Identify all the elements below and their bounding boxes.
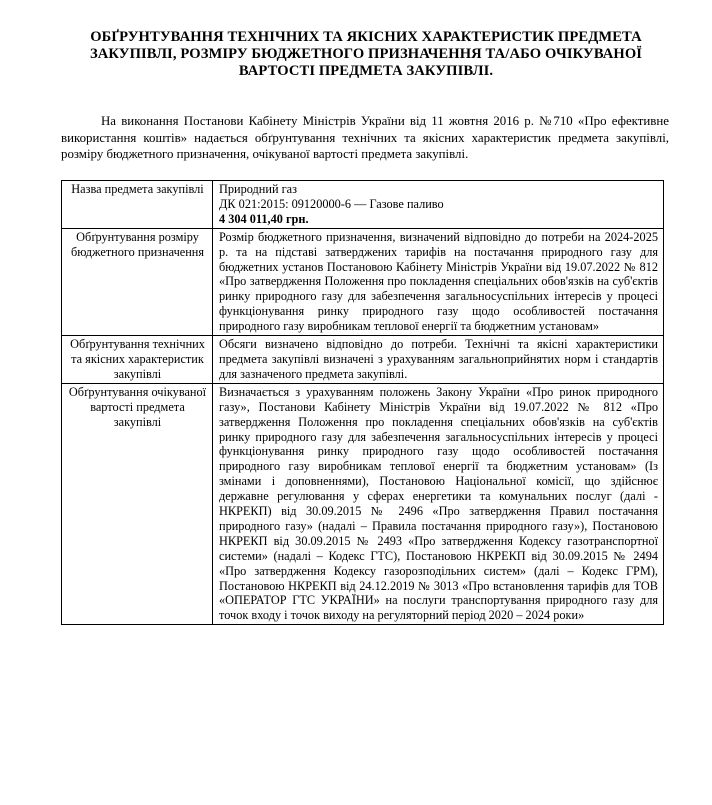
table-row [62,383,664,625]
table-row [62,336,664,384]
row-label-expected-cost: Обґрунтування очікуваної вартості предмета закупівлі [62,383,213,625]
table-row [62,228,664,335]
row-label-subject: Назва предмета закупівлі [62,181,213,229]
row-value-expected-cost: Визначається з урахуванням положень Закону України «Про ринок природного газу», Постанови Кабінету Міністрів України від 19.07.2022 № 812 «Про затвердження Положення про покладення спеціальних обов'язків на суб'єктів ринку природного газу для забезпечення загальносуспільних інтересів у процесі функціонування ринку природного газу щодо особливостей постачання природного газу виробникам теплової енергії та бюджетним установам» (Із змінами і доповненнями), Постановою Національної комісії, що здійснює державне регулювання у сферах енергетики та комунальних послуг (далі - НКРЕКП) від 30.09.2015 № 2496 «Про затвердження Правил постачання природного газу» (надалі – Правила постачання природного газу»), Постановою НКРЕКП від 30.09.2015 № 2493 «Про затвердження Кодексу газотранспортної системи» (надалі – Кодекс ГТС), Постановою НКРЕКП від 30.09.2015 № 2494 «Про затвердження Кодексу газорозподільних систем» (далі – Кодекс ГРМ), Постановою НКРЕКП від 24.12.2019 № 3013 «Про встановлення тарифів для ТОВ «ОПЕРАТОР ГТС УКРАЇНИ» на послуги транспортування природного газу для точок входу і точок виходу на регуляторний період 2020 – 2024 роки» [213,383,664,625]
subject-code: ДК 021:2015: 09120000-6 — Газове паливо [219,196,444,211]
title-line-2: ЗАКУПІВЛІ, РОЗМІРУ БЮДЖЕТНОГО ПРИЗНАЧЕННЯ ТА/АБО ОЧІКУВАНОЇ [89,46,643,62]
row-value-budget: Розмір бюджетного призначення, визначений відповідно до потреби на 2024-2025 р. та на підставі затверджених тарифів на постачання природного газу для бюджетних установ Постановою Кабінету Міністрів України від 19.07.2022 № 812 «Про затвердження Положення про покладення спеціальних обов'язків на суб'єктів ринку природного газу для забезпечення загальносуспільних інтересів у процесі функціонування ринку природного газу щодо особливостей постачання природного газу виробникам теплової енергії та бюджетним установам» [213,228,664,335]
row-value-technical: Обсяги визначено відповідно до потреби. Технічні та якісні характеристики предмета закупівлі визначені з урахуванням загальноприйнятих норм і стандартів для зазначеного предмета закупівлі. [213,336,664,384]
title-line-1: ОБҐРУНТУВАННЯ ТЕХНІЧНИХ ТА ЯКІСНИХ ХАРАКТЕРИСТИК ПРЕДМЕТА [90,29,642,45]
intro-text: На виконання Постанови Кабінету Міністрів України від 11 жовтня 2016 р. №710 «Про ефективне використання коштів» надається обґрунтування технічних та якісних характеристик предмета закупівлі, розміру бюджетного призначення, очікуваної вартості предмета закупівлі. [61,114,669,161]
row-value-subject [213,181,664,229]
justification-table [61,180,664,625]
intro-paragraph [61,113,669,163]
subject-name: Природний газ [219,182,297,196]
document-title [60,29,672,80]
subject-amount: 4 304 011,40 грн. [219,211,309,226]
table-row [62,181,664,229]
title-line-3: ВАРТОСТІ ПРЕДМЕТА ЗАКУПІВЛІ. [238,63,494,79]
row-label-technical: Обґрунтування технічних та якісних характеристик закупівлі [62,336,213,384]
row-label-budget: Обґрунтування розміру бюджетного призначення [62,228,213,335]
